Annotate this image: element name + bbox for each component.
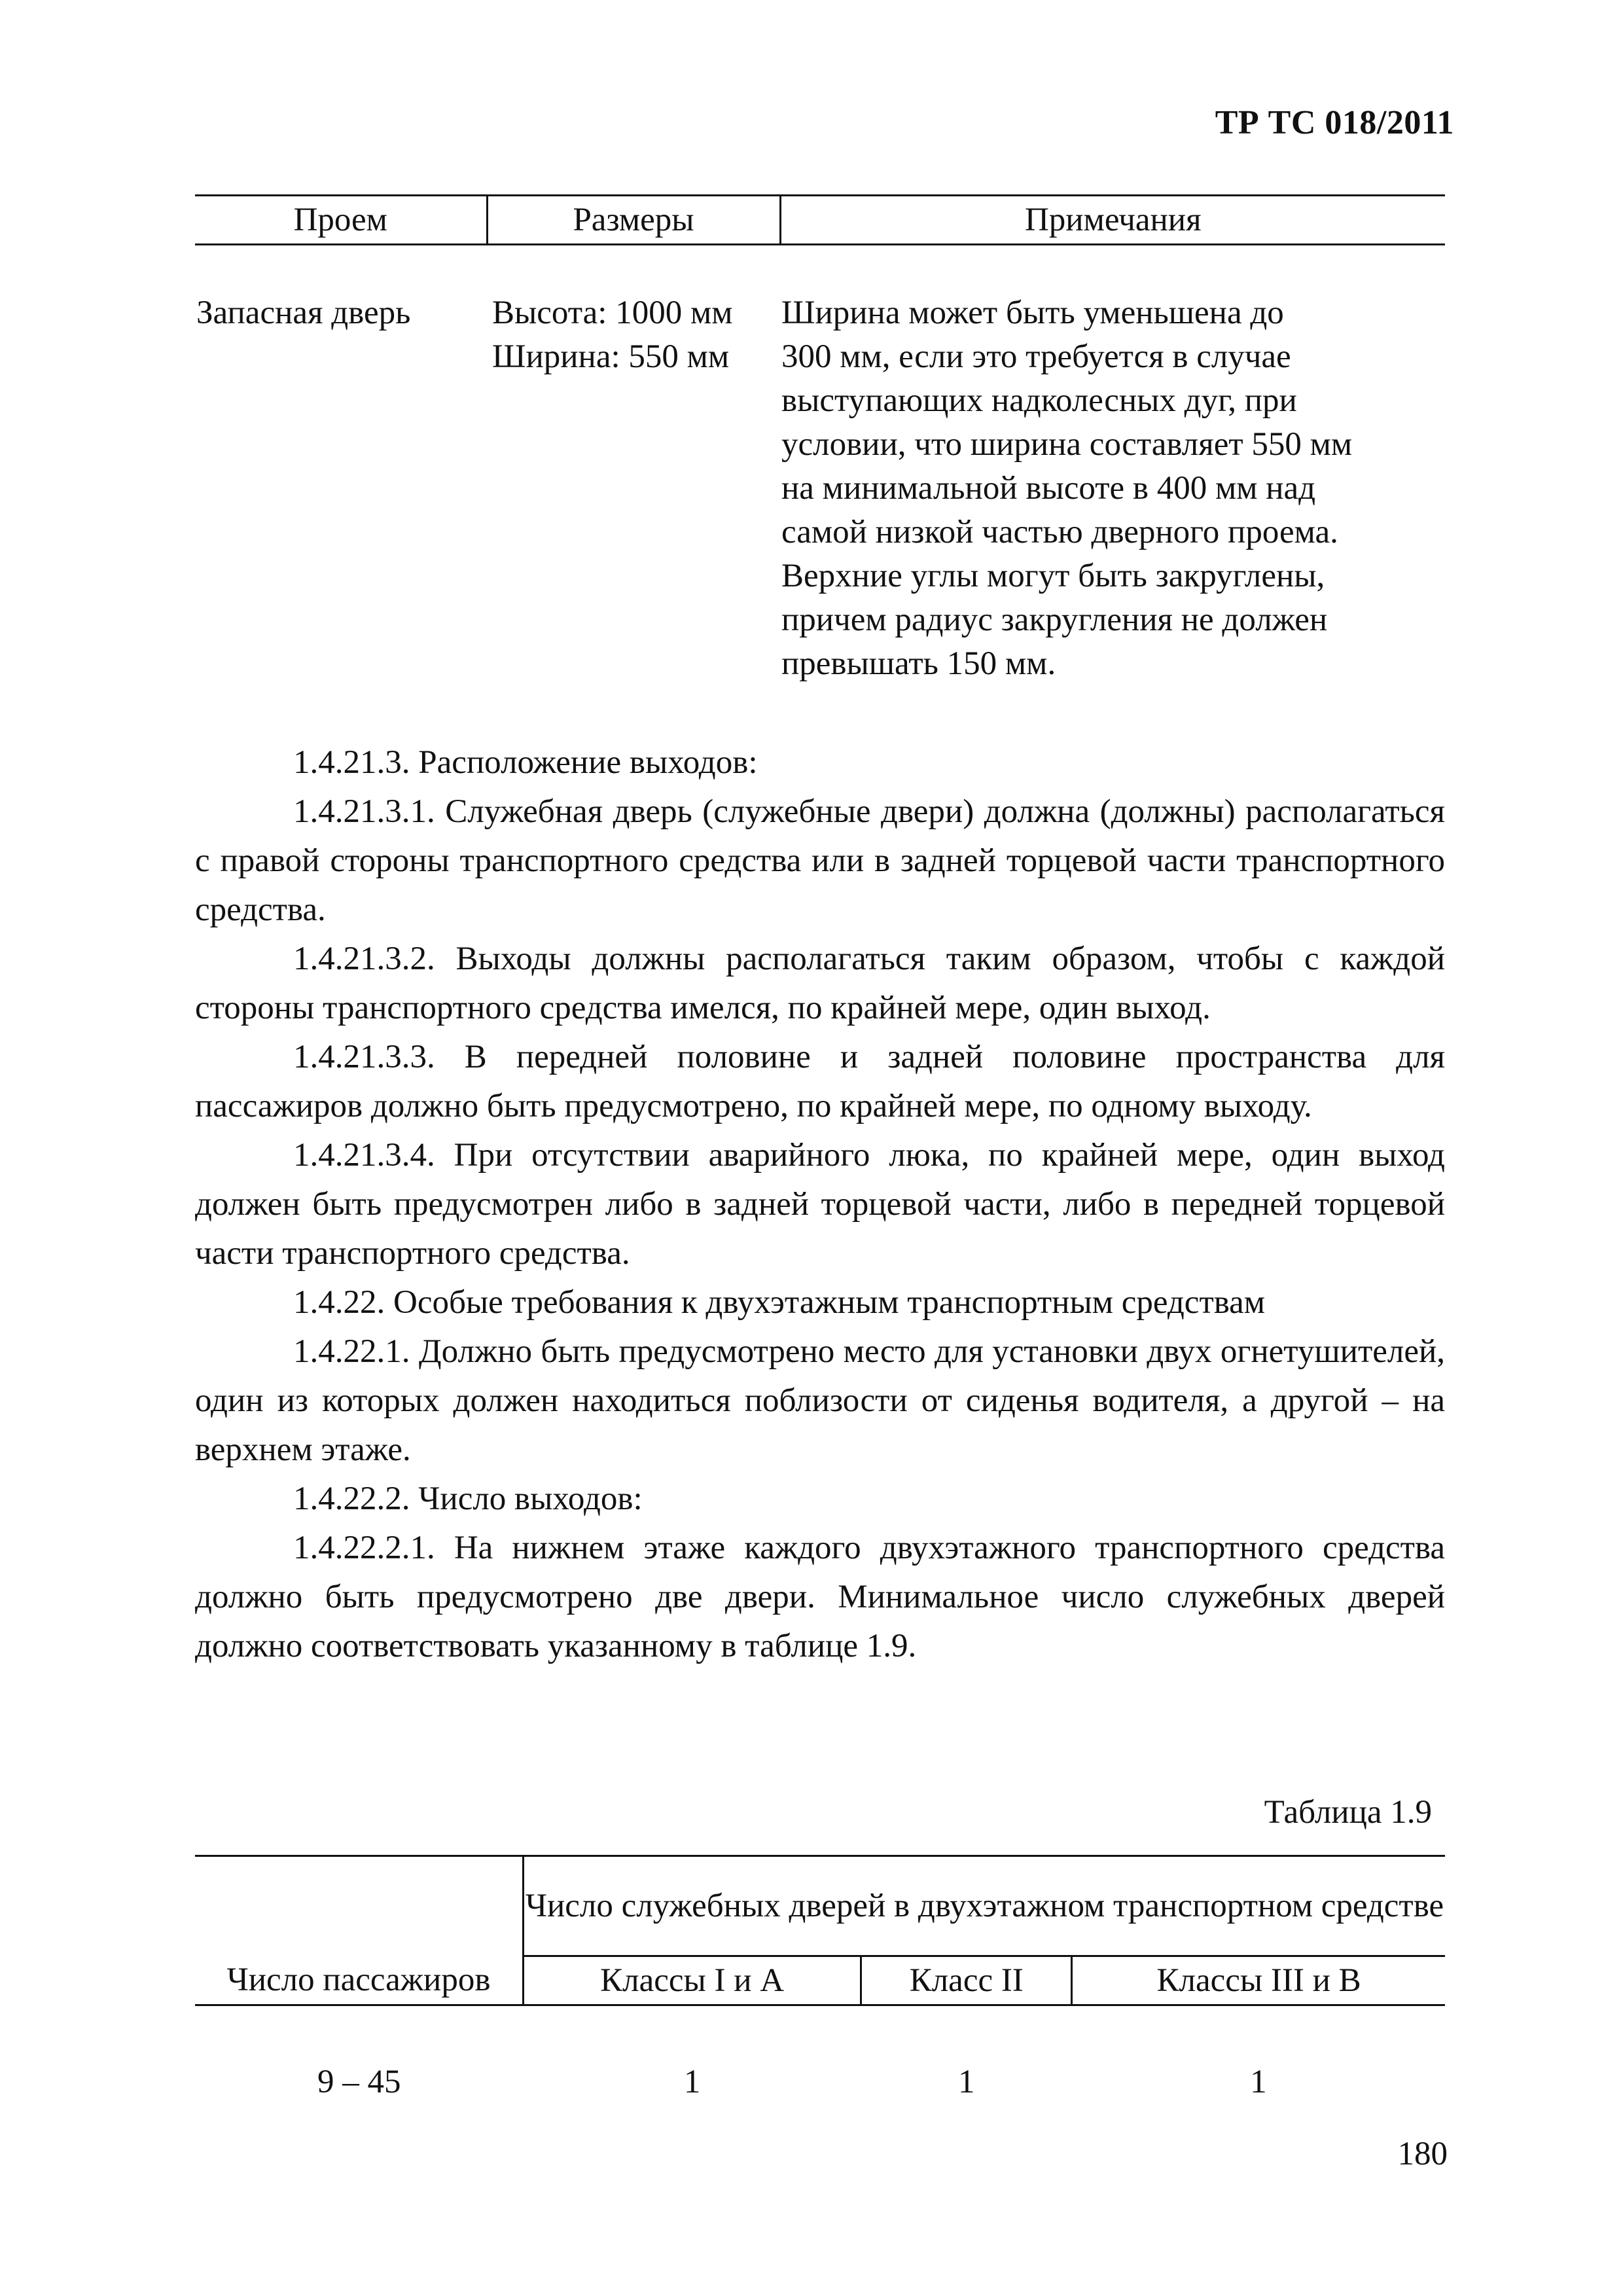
table-row [195, 291, 1445, 686]
paragraph-1-4-21-3: 1.4.21.3. Расположение выходов: [293, 744, 758, 781]
page-number: 180 [1397, 2136, 1448, 2172]
note-line: самой низкой частью дверного проема. [781, 514, 1338, 550]
paragraph-1-4-21-3-1: 1.4.21.3.1. Служебная дверь (служебные двери) должна (должны) располагаться с правой стороны транспортного средства или в задней торцевой части транспортного средства. [195, 793, 1445, 928]
column-header-class-ii: Класс II [861, 1956, 1072, 2005]
paragraph-1-4-22-2-1: 1.4.22.2.1. На нижнем этаже каждого двухэтажного транспортного средства должно быть предусмотрено две двери. Минимальное число служебных дверей должно соответствовать указанному в таблице 1.9. [195, 1530, 1445, 1664]
paragraph-1-4-21-3-4: 1.4.21.3.4. При отсутствии аварийного люка, по крайней мере, один выход должен быть предусмотрен либо в задней торцевой части, либо в передней торцевой части транспортного средства. [195, 1137, 1445, 1272]
cell-class-i-a: 1 [683, 2064, 701, 2100]
openings-table [195, 194, 1445, 686]
service-doors-table [195, 1855, 1445, 2106]
paragraph-1-4-22: 1.4.22. Особые требования к двухэтажным транспортным средствам [293, 1284, 1266, 1321]
column-header-dimensions: Размеры [487, 196, 780, 245]
note-line: 300 мм, если это требуется в случае [781, 338, 1291, 375]
cell-class-iii-b: 1 [1250, 2064, 1267, 2100]
note-line: превышать 150 мм. [781, 645, 1056, 682]
note-line: Ширина может быть уменьшена до [781, 295, 1284, 331]
cell-class-ii: 1 [958, 2064, 975, 2100]
cell-notes [780, 291, 1445, 686]
note-line: условии, что ширина составляет 550 мм [781, 426, 1353, 463]
paragraph-1-4-21-3-3: 1.4.21.3.3. В передней половине и задней половине пространства для пассажиров должно быть предусмотрено, по крайней мере, по одному выходу. [195, 1039, 1445, 1124]
note-line: Верхние углы могут быть закруглены, [781, 558, 1325, 594]
paragraph-1-4-22-1: 1.4.22.1. Должно быть предусмотрено место для установки двух огнетушителей, один из которых должен находиться поблизости от сиденья водителя, а другой – на верхнем этаже. [195, 1333, 1445, 1468]
openings-table-header [195, 196, 1445, 245]
body-text [195, 738, 1445, 1671]
column-header-class-iii-b: Классы III и B [1072, 1956, 1445, 2005]
dimension-height: Высота: 1000 мм [492, 295, 733, 331]
note-line: выступающих надколесных дуг, при [781, 382, 1297, 419]
note-line: на минимальной высоте в 400 мм над [781, 470, 1316, 507]
cell-dimensions [487, 291, 780, 686]
dimension-width: Ширина: 550 мм [492, 338, 730, 375]
column-header-class-i-a: Классы I и A [524, 1956, 861, 2005]
table-row [195, 2058, 1445, 2106]
paragraph-1-4-21-3-2: 1.4.21.3.2. Выходы должны располагаться таким образом, чтобы с каждой стороны транспортного средства имелся, по крайней мере, один выход. [195, 941, 1445, 1026]
column-header-notes: Примечания [780, 196, 1445, 245]
note-line: причем радиус закругления не должен [781, 601, 1328, 638]
document-code: ТР ТС 018/2011 [1215, 104, 1454, 141]
column-header-service-doors: Число служебных дверей в двухэтажном транспортном средстве [524, 1856, 1446, 1956]
column-header-opening: Проем [195, 196, 487, 245]
column-header-passengers: Число пассажиров [195, 1856, 524, 2005]
paragraph-1-4-22-2: 1.4.22.2. Число выходов: [293, 1480, 643, 1517]
table-caption: Таблица 1.9 [1264, 1794, 1432, 1831]
service-doors-header-row [195, 1856, 1445, 1956]
cell-opening: Запасная дверь [196, 295, 411, 331]
cell-passengers: 9 – 45 [317, 2064, 401, 2100]
